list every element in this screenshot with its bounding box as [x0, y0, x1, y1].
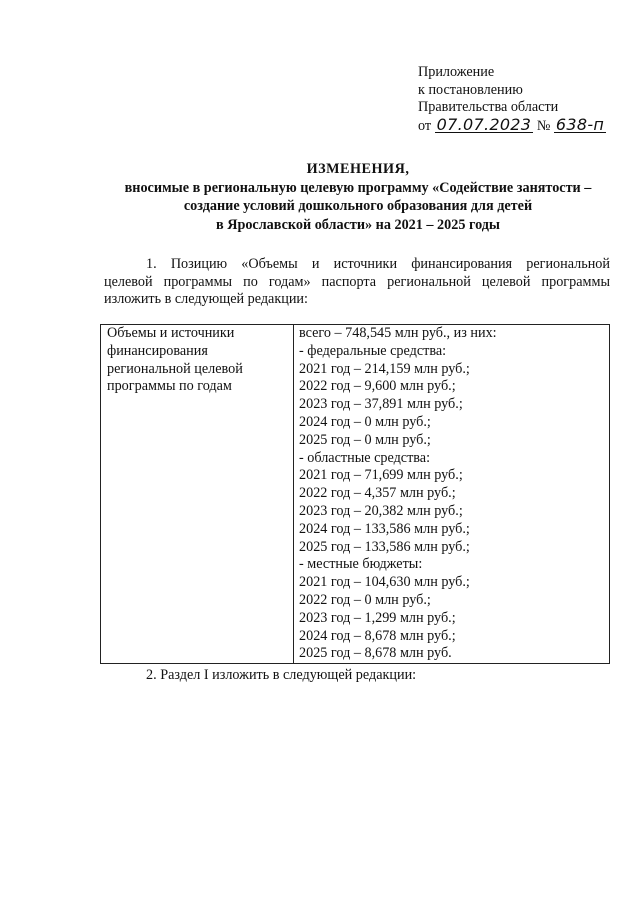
funding-year-line: 2023 год – 20,382 млн руб.;: [299, 502, 463, 519]
funding-year-line: 2023 год – 37,891 млн руб.;: [299, 396, 463, 413]
appendix-line-1: Приложение: [418, 64, 495, 80]
table-label-line: Объемы и источники: [107, 325, 235, 341]
table-label-line: финансирования: [107, 342, 208, 359]
funding-table: [100, 324, 610, 664]
funding-year-line: 2021 год – 104,630 млн руб.;: [299, 574, 470, 591]
funding-year-line: 2023 год – 1,299 млн руб.;: [299, 609, 456, 626]
appendix-date-line: [418, 114, 606, 136]
funding-section-local: - местные бюджеты:: [299, 556, 423, 573]
number-sign: №: [536, 117, 551, 134]
funding-year-line: 2025 год – 133,586 млн руб.;: [299, 538, 470, 555]
appendix-date-prefix: от: [418, 117, 432, 134]
funding-year-line: 2025 год – 0 млн руб.;: [299, 431, 431, 448]
table-label-line: региональной целевой: [107, 360, 243, 377]
paragraph-1-line-1: 1. Позицию «Объемы и источники финансирования региональной: [146, 256, 610, 272]
funding-section-federal: - федеральные средства:: [299, 342, 447, 359]
paragraph-1: [104, 256, 610, 309]
funding-year-line: 2024 год – 8,678 млн руб.;: [299, 627, 456, 644]
paragraph-2: 2. Раздел I изложить в следующей редакции:: [146, 667, 417, 683]
title-line-2: создание условий дошкольного образования для детей: [183, 198, 533, 214]
funding-year-line: 2022 год – 4,357 млн руб.;: [299, 485, 456, 502]
funding-year-line: 2022 год – 0 млн руб.;: [299, 591, 431, 608]
paragraph-1-line-2: целевой программы по годам» паспорта региональной целевой программы: [104, 273, 610, 290]
funding-year-line: 2022 год – 9,600 млн руб.;: [299, 378, 456, 395]
handwritten-number: 638-п: [555, 114, 605, 134]
funding-year-line: 2024 год – 0 млн руб.;: [299, 413, 431, 430]
title-line-3: в Ярославской области» на 2021 – 2025 годы: [215, 216, 501, 233]
table-label-line: программы по годам: [107, 378, 232, 395]
funding-total-line: всего – 748,545 млн руб., из них:: [299, 325, 497, 341]
table-row: [101, 325, 610, 664]
paragraph-1-line-3: изложить в следующей редакции:: [104, 291, 308, 307]
funding-year-line: 2021 год – 214,159 млн руб.;: [299, 360, 470, 377]
table-label-cell: [101, 325, 294, 664]
appendix-line-3: Правительства области: [418, 99, 559, 115]
funding-section-regional: - областные средства:: [299, 449, 431, 466]
document-title: [96, 160, 620, 234]
table-values-cell: [294, 325, 610, 664]
title-heading: ИЗМЕНЕНИЯ,: [306, 161, 410, 177]
handwritten-date: 07.07.2023: [436, 114, 532, 134]
funding-year-line: 2025 год – 8,678 млн руб.: [299, 645, 452, 662]
funding-year-line: 2021 год – 71,699 млн руб.;: [299, 467, 463, 484]
title-line-1: вносимые в региональную целевую программу «Содействие занятости –: [124, 179, 592, 196]
funding-year-line: 2024 год – 133,586 млн руб.;: [299, 520, 470, 537]
appendix-block: [418, 64, 606, 135]
appendix-line-2: к постановлению: [418, 81, 523, 98]
